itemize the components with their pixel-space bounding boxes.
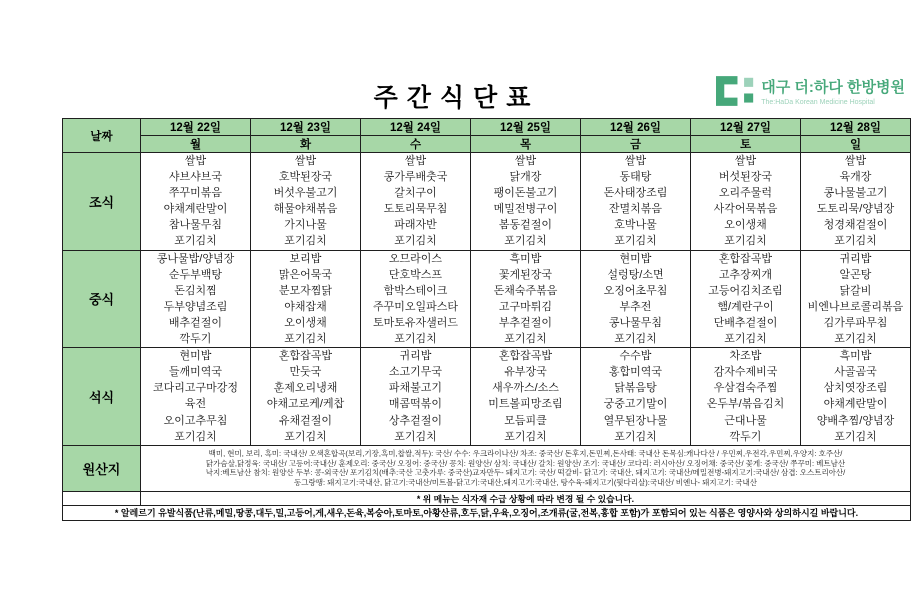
menu-item: 닭개장 — [509, 171, 542, 184]
menu-item: 유채겉절이 — [278, 414, 333, 427]
menu-item: 야채계란말이 — [823, 398, 888, 411]
menu-item: 잔멸치볶음 — [608, 203, 663, 216]
menu-item: 김가루파무침 — [823, 316, 888, 329]
menu-item: 궁중고기말이 — [603, 398, 668, 411]
menu-item: 설렁탕/소면 — [607, 268, 664, 281]
menu-item: 새우까스/소스 — [492, 382, 559, 395]
meal-cell — [581, 153, 691, 251]
menu-item: 호박된장국 — [278, 171, 333, 184]
meal-row — [63, 348, 911, 446]
date-cell: 12월 25일 — [471, 119, 581, 136]
menu-item: 닭볶음탕 — [614, 382, 657, 395]
menu-item: 포기김치 — [834, 235, 877, 248]
menu-item: 도토리묵무침 — [383, 203, 448, 216]
menu-item: 갈치구이 — [394, 187, 437, 200]
menu-item: 닭갈비 — [839, 284, 872, 297]
menu-item: 호박나물 — [614, 219, 657, 232]
menu-item: 포기김치 — [504, 333, 547, 346]
menu-item: 오이생채 — [284, 316, 327, 329]
menu-item: 야채고로케/케찹 — [266, 398, 345, 411]
menu-item: 오이고추무침 — [163, 414, 228, 427]
day-cell: 금 — [581, 136, 691, 153]
hospital-logo-text — [761, 76, 905, 106]
menu-item: 포기김치 — [504, 430, 547, 443]
meal-cell — [801, 250, 911, 348]
menu-item: 봄동겉절이 — [498, 219, 553, 232]
menu-item: 포기김치 — [174, 430, 217, 443]
date-label-cell: 날짜 — [63, 119, 141, 153]
origin-text-line: 낙지:베트남산 참치: 원양산 두부: 콩-외국산/ 포기김치(배추:국산 고춧가루: 중국산)교자만두- 돼지고기: 국산/ 떡갈비- 닭고기: 국내산, 돼지고기: 국내산/메밀전병-돼지고기:국내산/ 삼겹: 오스트리아산/ — [205, 468, 846, 478]
menu-item: 오이생채 — [724, 219, 767, 232]
menu-item: 콩나물밥/양념장 — [156, 252, 235, 265]
menu-item: 부추전 — [619, 300, 652, 313]
menu-item: 포기김치 — [614, 430, 657, 443]
meal-cell — [691, 153, 801, 251]
menu-item: 콩나물불고기 — [823, 187, 888, 200]
menu-item: 고등어김치조림 — [708, 284, 783, 297]
menu-item: 열무된장나물 — [603, 414, 668, 427]
menu-item: 동태탕 — [619, 171, 652, 184]
date-cell: 12월 22일 — [141, 119, 251, 136]
menu-item: 파채불고기 — [388, 382, 443, 395]
menu-item: 현미밥 — [179, 350, 212, 363]
menu-item: 혼합잡곡밥 — [498, 350, 553, 363]
menu-item: 단호박스프 — [388, 268, 443, 281]
meal-cell — [471, 348, 581, 446]
date-cell: 12월 28일 — [801, 119, 911, 136]
menu-item: 토마토유자샐러드 — [372, 316, 458, 329]
menu-item: 혼합잡곡밥 — [718, 252, 773, 265]
menu-item: 포기김치 — [174, 235, 217, 248]
header-date-row — [63, 119, 911, 136]
day-cell: 수 — [361, 136, 471, 153]
menu-item: 포기김치 — [724, 333, 767, 346]
menu-item: 고구마튀김 — [498, 300, 553, 313]
menu-item: 포기김치 — [614, 333, 657, 346]
menu-item: 분모자찜닭 — [278, 284, 333, 297]
menu-item: 메밀전병구이 — [493, 203, 558, 216]
menu-item: 두부양념조림 — [163, 300, 228, 313]
menu-item: 오므라이스 — [388, 252, 443, 265]
menu-item: 야채계란말이 — [163, 203, 228, 216]
menu-item: 오징어초무침 — [603, 284, 668, 297]
menu-item: 꽃게된장국 — [498, 268, 553, 281]
menu-item: 사골곰국 — [834, 366, 877, 379]
date-cell: 12월 26일 — [581, 119, 691, 136]
menu-item: 쌀밥 — [404, 155, 427, 167]
menu-item: 상추겉절이 — [388, 414, 443, 427]
menu-item: 해물야채볶음 — [273, 203, 338, 216]
menu-item: 도토리묵/양념장 — [816, 203, 895, 216]
menu-item: 양배추찜/양념장 — [816, 414, 895, 427]
menu-item: 유부장국 — [504, 366, 547, 379]
menu-item: 코다리고구마강정 — [152, 382, 238, 395]
menu-item: 차조밥 — [729, 350, 762, 363]
meal-cell — [691, 250, 801, 348]
menu-item: 현미밥 — [619, 252, 652, 265]
menu-item: 만둣국 — [289, 366, 322, 379]
menu-item: 매콤떡볶이 — [388, 398, 443, 411]
hospital-subtitle: The:HaDa Korean Medicine Hospital — [761, 99, 875, 106]
origin-row — [63, 445, 911, 491]
date-cell: 12월 23일 — [251, 119, 361, 136]
note-row-2 — [63, 505, 911, 520]
meal-cell — [141, 153, 251, 251]
menu-item: 돈김치찜 — [174, 284, 217, 297]
menu-item: 포기김치 — [504, 235, 547, 248]
menu-item: 귀리밥 — [399, 350, 432, 363]
meal-cell — [361, 348, 471, 446]
menu-item: 깍두기 — [179, 333, 212, 346]
menu-item: 쭈꾸미볶음 — [168, 187, 223, 200]
meal-cell — [471, 250, 581, 348]
menu-item: 온두부/볶음김치 — [706, 398, 785, 411]
menu-item: 육개장 — [839, 171, 872, 184]
menu-item: 쌀밥 — [734, 155, 757, 167]
date-cell: 12월 24일 — [361, 119, 471, 136]
menu-item: 주꾸미오일파스타 — [372, 300, 458, 313]
menu-item: 쌀밥 — [184, 155, 207, 167]
menu-item: 포기김치 — [834, 430, 877, 443]
meal-cell — [581, 348, 691, 446]
menu-item: 알곤탕 — [839, 268, 872, 281]
menu-item: 쌀밥 — [844, 155, 867, 167]
menu-item: 깍두기 — [729, 430, 762, 443]
menu-item: 보리밥 — [289, 252, 322, 265]
menu-item: 수수밥 — [619, 350, 652, 363]
menu-item: 돈채숙주볶음 — [493, 284, 558, 297]
menu-item: 미트볼피망조림 — [488, 398, 563, 411]
empty-cell — [63, 491, 141, 505]
menu-item: 쌀밥 — [294, 155, 317, 167]
meal-cell — [251, 153, 361, 251]
menu-item: 부추겉절이 — [498, 316, 553, 329]
meal-plan-table — [62, 118, 911, 521]
menu-item: 참나물무침 — [168, 219, 223, 232]
header-day-row — [63, 136, 911, 153]
menu-item: 샤브샤브국 — [168, 171, 223, 184]
menu-item: 콩나물무침 — [608, 316, 663, 329]
meal-cell — [141, 348, 251, 446]
menu-item: 근대나물 — [724, 414, 767, 427]
note-row-1 — [63, 491, 911, 505]
note-line: * 알레르기 유발식품(난류,메밀,땅콩,대두,밀,고등어,게,새우,돈육,복숭아,토마토,아황산류,호두,닭,우육,오징어,조개류(굴,전복,홍합 포함)가 포함되어 있는 식품은 영양사와 상의하시길 바랍니다. — [63, 505, 911, 520]
menu-item: 콩가루배춧국 — [383, 171, 448, 184]
menu-item: 맑은어묵국 — [278, 268, 333, 281]
menu-item: 훈제오리냉채 — [273, 382, 338, 395]
meal-cell — [801, 153, 911, 251]
hospital-logo-icon — [716, 76, 754, 106]
menu-item: 삼치엿장조림 — [823, 382, 888, 395]
meal-cell — [361, 250, 471, 348]
meal-cell — [251, 348, 361, 446]
menu-item: 쌀밥 — [514, 155, 537, 167]
date-cell: 12월 27일 — [691, 119, 801, 136]
meal-cell — [801, 348, 911, 446]
origin-text-line: 동그랑땡: 돼지고기:국내산, 닭고기:국내산/미트볼-닭고기:국내산,돼지고기:국내산, 탕수육-돼지고기(뒷다리살):국내산/ 비엔나- 돼지고기: 국내산 — [294, 477, 757, 487]
day-cell: 월 — [141, 136, 251, 153]
note-line: * 위 메뉴는 식자재 수급 상황에 따라 변경 될 수 있습니다. — [141, 491, 911, 505]
meal-label-cell: 조식 — [63, 153, 141, 251]
menu-item: 사각어묵볶음 — [713, 203, 778, 216]
menu-item: 함박스테이크 — [383, 284, 448, 297]
meal-cell — [251, 250, 361, 348]
menu-item: 포기김치 — [394, 430, 437, 443]
menu-item: 포기김치 — [284, 333, 327, 346]
menu-item: 우삼겹숙주찜 — [713, 382, 778, 395]
menu-item: 돈사태장조림 — [603, 187, 668, 200]
menu-item: 포기김치 — [284, 430, 327, 443]
menu-item: 홍합미역국 — [608, 366, 663, 379]
menu-item: 배추겉절이 — [168, 316, 223, 329]
menu-item: 포기김치 — [284, 235, 327, 248]
day-cell: 화 — [251, 136, 361, 153]
menu-item: 쌀밥 — [624, 155, 647, 167]
day-cell: 토 — [691, 136, 801, 153]
meal-row — [63, 250, 911, 348]
origin-text-line: 백미, 현미, 보리, 흑미: 국내산/ 오색혼합곡(보리,기장,흑미,찹쌀,적두): 국산/ 수수: 우크라이나산/ 차조: 중국산/ 돈후지,돈민찌,돈사태: 국내산 돈목심:캐나다산 / 우민찌,우전각,우민찌,우양지: 호주산/ — [208, 449, 843, 458]
meal-cell — [691, 348, 801, 446]
menu-item: 오리주물럭 — [718, 187, 773, 200]
page-title: 주간식단표 — [373, 84, 540, 112]
menu-item: 포기김치 — [834, 333, 877, 346]
meal-cell — [141, 250, 251, 348]
menu-item: 가지나물 — [284, 219, 327, 232]
hospital-name: 대구 더:하다 한방병원 — [761, 79, 905, 96]
menu-item: 햄/계란구이 — [717, 300, 774, 313]
origin-text-line: 닭가슴살,닭정육: 국내산/ 고등어:국내산/ 훈제오리: 중국산/ 오징어: 중국산/ 꽁치: 원양산/ 삼치: 국내산/ 갈치: 원양산/ 조기: 국내산/ 코다리: 러시아산/ 오징어채: 중국산/ 꽃게: 중국산/ 쭈꾸미: 베트남산 — [205, 458, 846, 468]
menu-item: 청경채겉절이 — [823, 219, 888, 232]
menu-item: 귀리밥 — [839, 252, 872, 265]
meal-label-cell: 중식 — [63, 250, 141, 348]
menu-item: 파래자반 — [394, 219, 437, 232]
menu-item: 포기김치 — [614, 235, 657, 248]
menu-item: 단배추겉절이 — [713, 316, 778, 329]
meal-row — [63, 153, 911, 251]
hospital-logo — [716, 76, 905, 106]
menu-item: 감자수제비국 — [713, 366, 778, 379]
menu-item: 포기김치 — [724, 235, 767, 248]
meal-cell — [581, 250, 691, 348]
menu-item: 모듬피클 — [504, 414, 547, 427]
day-cell: 일 — [801, 136, 911, 153]
menu-item: 버섯우불고기 — [273, 187, 338, 200]
menu-item: 순두부백탕 — [168, 268, 223, 281]
menu-item: 팽이돈불고기 — [493, 187, 558, 200]
meal-label-cell: 석식 — [63, 348, 141, 446]
menu-item: 육전 — [184, 398, 207, 411]
menu-item: 비엔나브로콜리볶음 — [807, 300, 904, 313]
menu-item: 들깨미역국 — [168, 366, 223, 379]
meal-cell — [361, 153, 471, 251]
origin-label-cell: 원산지 — [63, 445, 141, 491]
day-cell: 목 — [471, 136, 581, 153]
origin-cell — [141, 445, 911, 491]
meal-cell — [471, 153, 581, 251]
menu-item: 혼합잡곡밥 — [278, 350, 333, 363]
menu-item: 버섯된장국 — [718, 171, 773, 184]
menu-item: 흑미밥 — [509, 252, 542, 265]
menu-item: 흑미밥 — [839, 350, 872, 363]
menu-item: 고추장찌개 — [718, 268, 773, 281]
menu-item: 야채잡채 — [284, 300, 327, 313]
menu-item: 포기김치 — [394, 333, 437, 346]
menu-item: 소고기무국 — [388, 366, 443, 379]
menu-item: 포기김치 — [394, 235, 437, 248]
